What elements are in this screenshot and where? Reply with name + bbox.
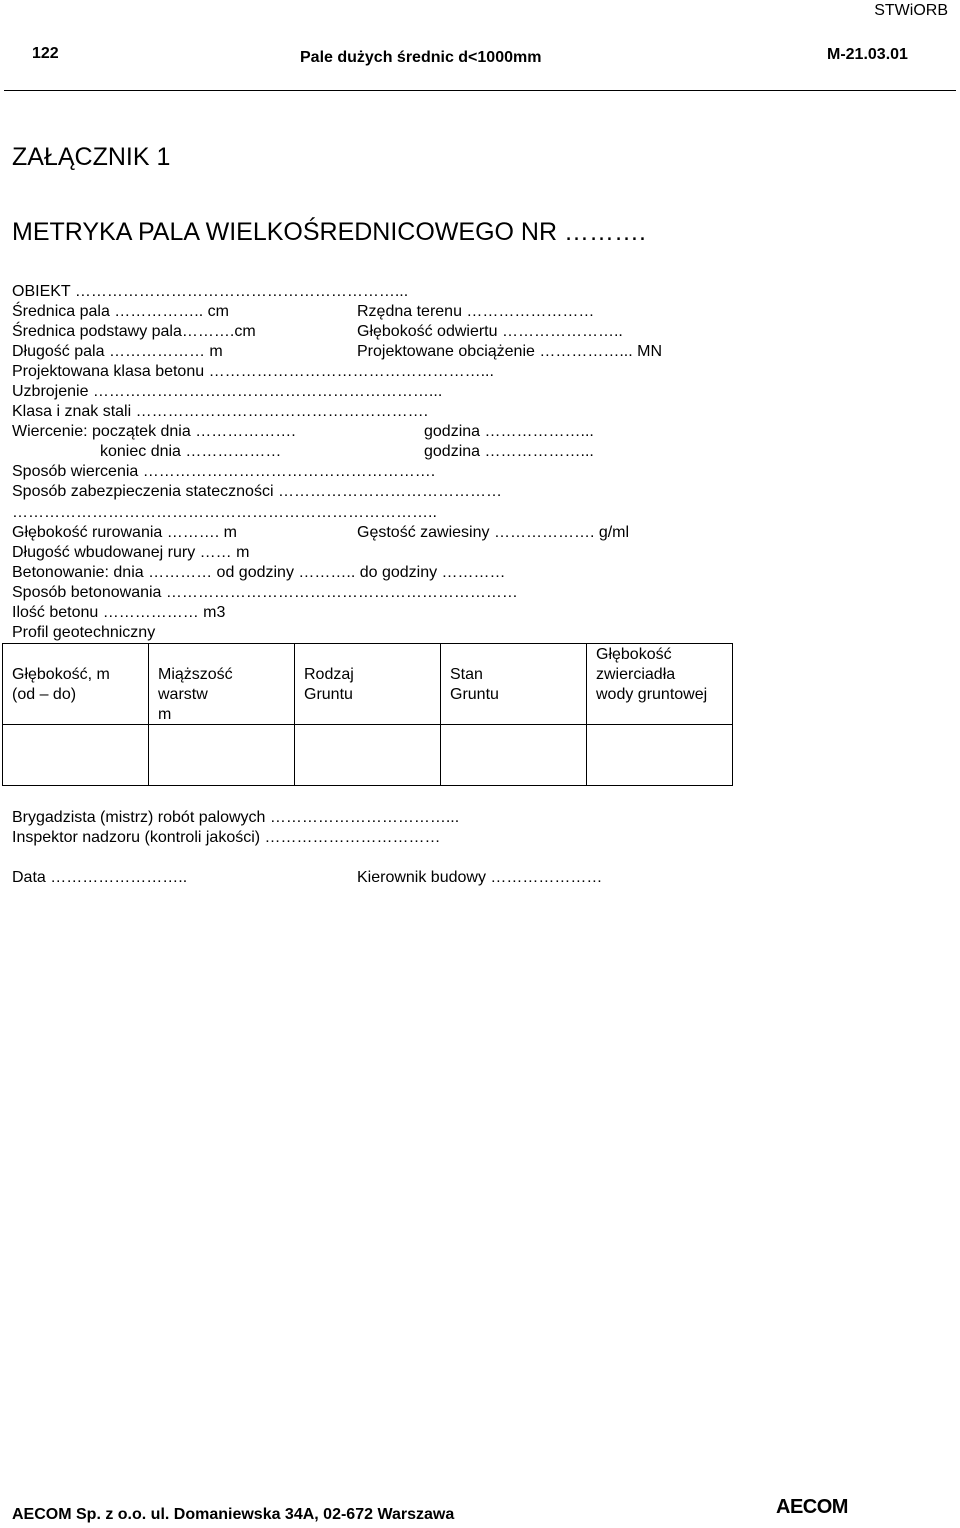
field-ilosc-betonu: Ilość betonu ……………… m3 — [12, 604, 226, 621]
field-dots-line: …………………………………………………………………….. — [12, 504, 437, 521]
field-godzina-1: godzina ………………... — [424, 423, 594, 440]
col-soil-type-line1: Rodzaj — [304, 666, 354, 683]
field-klasa-stali: Klasa i znak stali ………………………………………………. — [12, 403, 429, 420]
field-koniec-dnia: koniec dnia ……………… — [100, 443, 282, 460]
table-body-cell[interactable] — [586, 724, 733, 786]
field-dlugosc-pala: Długość pala ……………… m — [12, 343, 223, 360]
sig-inspektor: Inspektor nadzoru (kontroli jakości) …………………………… — [12, 829, 441, 846]
sig-kierownik: Kierownik budowy ………………… — [357, 869, 603, 886]
annex-heading: ZAŁĄCZNIK 1 — [12, 143, 171, 171]
field-obiekt: OBIEKT ……………………………………………………... — [12, 283, 409, 300]
col-water-line2: zwierciadła — [596, 666, 676, 683]
field-srednica-podstawy: Średnica podstawy pala……….cm — [12, 323, 256, 340]
field-sposob-zabezpieczenia: Sposób zabezpieczenia stateczności …………………………………… — [12, 483, 502, 500]
col-water-line3: wody gruntowej — [596, 686, 708, 703]
col-water-line1: Głębokość — [596, 646, 672, 663]
aecom-logo: AECOM — [776, 1496, 848, 1518]
sig-brygadzista: Brygadzista (mistrz) robót palowych ……………………………... — [12, 809, 460, 826]
table-body-cell[interactable] — [2, 724, 149, 786]
field-sposob-wiercenia: Sposób wiercenia ………………………………………………. — [12, 463, 436, 480]
page-number: 122 — [32, 45, 59, 62]
footer-address: AECOM Sp. z o.o. ul. Domaniewska 34A, 02-672 Warszawa — [12, 1506, 455, 1523]
table-body-cell[interactable] — [440, 724, 587, 786]
document-title: Pale dużych średnic d<1000mm — [300, 49, 542, 66]
field-wiercenie-poczatek: Wiercenie: początek dnia ………………. — [12, 423, 296, 440]
col-thickness-line3: m — [158, 706, 172, 723]
field-projektowane-obciazenie: Projektowane obciążenie ……………... MN — [357, 343, 662, 360]
document-code: M-21.03.01 — [827, 46, 908, 63]
col-thickness-line1: Miąższość — [158, 666, 233, 683]
field-gestosc-zawiesiny: Gęstość zawiesiny ………………. g/ml — [357, 524, 630, 541]
col-depth-line1: Głębokość, m — [12, 666, 110, 683]
header-org: STWiORB — [874, 2, 948, 19]
field-klasa-betonu: Projektowana klasa betonu ……………………………………………... — [12, 363, 494, 380]
sig-data: Data …………………….. — [12, 869, 188, 886]
col-soil-state-line1: Stan — [450, 666, 483, 683]
field-godzina-2: godzina ………………... — [424, 443, 594, 460]
field-dlugosc-rury: Długość wbudowanej rury …… m — [12, 544, 250, 561]
header-divider — [4, 90, 956, 91]
table-body-cell[interactable] — [294, 724, 441, 786]
form-heading: METRYKA PALA WIELKOŚREDNICOWEGO NR ………. — [12, 218, 646, 246]
field-profil: Profil geotechniczny — [12, 624, 156, 641]
col-soil-type-line2: Gruntu — [304, 686, 353, 703]
col-depth-line2: (od – do) — [12, 686, 77, 703]
table-body-cell[interactable] — [148, 724, 295, 786]
col-thickness-line2: warstw — [158, 686, 208, 703]
field-rzedna-terenu: Rzędna terenu …………………… — [357, 303, 595, 320]
field-glebokosc-odwiertu: Głębokość odwiertu ………………….. — [357, 323, 623, 340]
field-sposob-betonowania: Sposób betonowania ………………………………………………………… — [12, 584, 518, 601]
col-soil-state-line2: Gruntu — [450, 686, 499, 703]
field-uzbrojenie: Uzbrojenie ………………………………………………………... — [12, 383, 443, 400]
field-srednica-pala: Średnica pala …………….. cm — [12, 303, 229, 320]
field-betonowanie: Betonowanie: dnia ………… od godziny ……….. do godziny ………… — [12, 564, 506, 581]
field-glebokosc-rurowania: Głębokość rurowania ………. m — [12, 524, 237, 541]
